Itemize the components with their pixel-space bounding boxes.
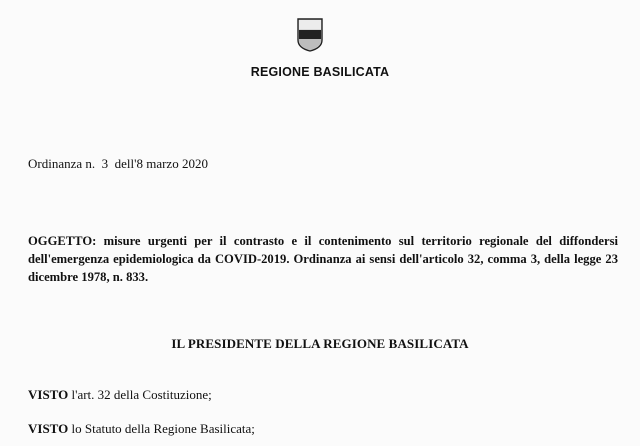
subject-paragraph <box>28 232 618 286</box>
coat-of-arms-icon <box>297 18 323 52</box>
president-heading: IL PRESIDENTE DELLA REGIONE BASILICATA <box>171 336 469 351</box>
recital-keyword: VISTO <box>28 387 69 402</box>
recital-text: lo Statuto della Regione Basilicata; <box>68 421 255 436</box>
recital-text: l'art. 32 della Costituzione; <box>68 387 212 402</box>
recital-line <box>28 387 212 403</box>
recital-line <box>28 421 255 437</box>
subject-text: misure urgenti per il contrasto e il contenimento sul territorio regionale del diffondersi dell'emergenza epidemiologica da COVID-2019. Ordinanza ai sensi dell'articolo 32, comma 3, della legge 23 dicembre 1978, n. 833. <box>28 234 618 284</box>
subject-label: OGGETTO: <box>28 234 97 248</box>
region-name: REGIONE BASILICATA <box>250 65 390 79</box>
ordinance-number: Ordinanza n. 3 dell'8 marzo 2020 <box>28 156 208 171</box>
recital-keyword: VISTO <box>28 421 69 436</box>
